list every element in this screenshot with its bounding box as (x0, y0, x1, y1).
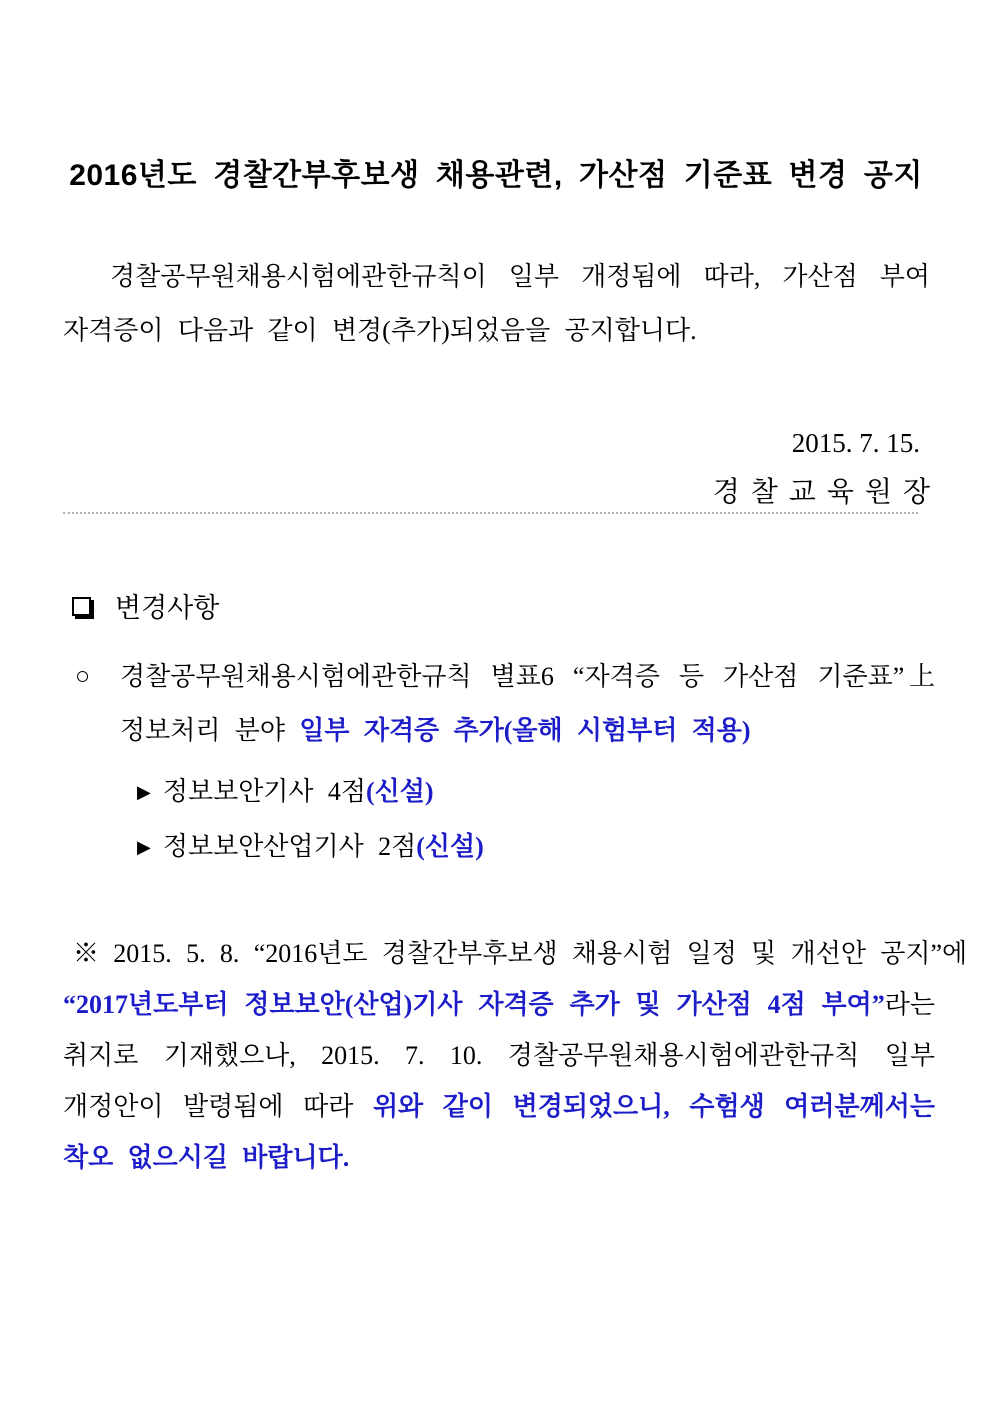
note-line-4-text: 개정안이 발령됨에 따라 (63, 1092, 373, 1121)
note-line-4 (63, 1081, 935, 1132)
note-line-2 (63, 979, 935, 1030)
intro-line-1: 경찰공무원채용시험에관한규칙이 일부 개정됨에 따라, 가산점 부여 (110, 262, 930, 291)
cert-1-badge: (신설) (365, 777, 434, 806)
section-header-label: 변경사항 (115, 593, 220, 623)
signer-title: 경 찰 교 육 원 장 (712, 477, 932, 508)
cert-item-2 (137, 829, 484, 865)
cert-item-1 (137, 774, 434, 810)
rule-line-2 (120, 704, 935, 758)
note-line-5 (63, 1132, 935, 1183)
rule-line-1: 경찰공무원채용시험에관한규칙 별표6 “자격증 등 가산점 기준표”上 (120, 662, 935, 691)
note-line-2-text: 라는 (884, 990, 935, 1019)
cert-2-badge: (신설) (416, 832, 484, 861)
note-line-4-highlight: 위와 같이 변경되었으니, 수험생 여러분께서는 (372, 1092, 936, 1121)
note-paragraph (63, 928, 968, 1183)
rule-change-item (63, 650, 935, 758)
arrow-bullet-icon: ▶ (137, 782, 151, 802)
rule-line-2-highlight: 일부 자격증 추가(올해 시험부터 적용) (299, 716, 751, 745)
note-line-1: ※ 2015. 5. 8. “2016년도 경찰간부후보생 채용시험 일정 및 개선안 공지”에 (73, 939, 968, 968)
dotted-divider (63, 512, 918, 514)
arrow-bullet-icon: ▶ (137, 837, 151, 857)
cert-1-name: 정보보안기사 4점 (162, 777, 366, 806)
rule-change-lines (120, 650, 935, 758)
cert-2-name: 정보보안산업기사 2점 (162, 832, 417, 861)
section-change-header (72, 590, 219, 626)
note-line-3: 취지로 기재했으나, 2015. 7. 10. 경찰공무원채용시험에관한규칙 일부 (63, 1041, 935, 1070)
square-bullet-icon (72, 597, 91, 616)
rule-line-2-text: 정보처리 분야 (120, 716, 300, 745)
circle-bullet-icon: ○ (75, 663, 91, 690)
intro-paragraph (63, 250, 930, 358)
notice-date: 2015. 7. 15. (791, 428, 920, 458)
note-line-5-highlight: 착오 없으시길 바랍니다. (63, 1143, 350, 1172)
intro-line-2: 자격증이 다음과 같이 변경(추가)되었음을 공지합니다. (63, 316, 697, 345)
note-line-2-highlight: “2017년도부터 정보보안(산업)기사 자격증 추가 및 가산점 4점 부여” (63, 990, 885, 1019)
page-title: 2016년도 경찰간부후보생 채용관련, 가산점 기준표 변경 공지 (69, 159, 923, 192)
